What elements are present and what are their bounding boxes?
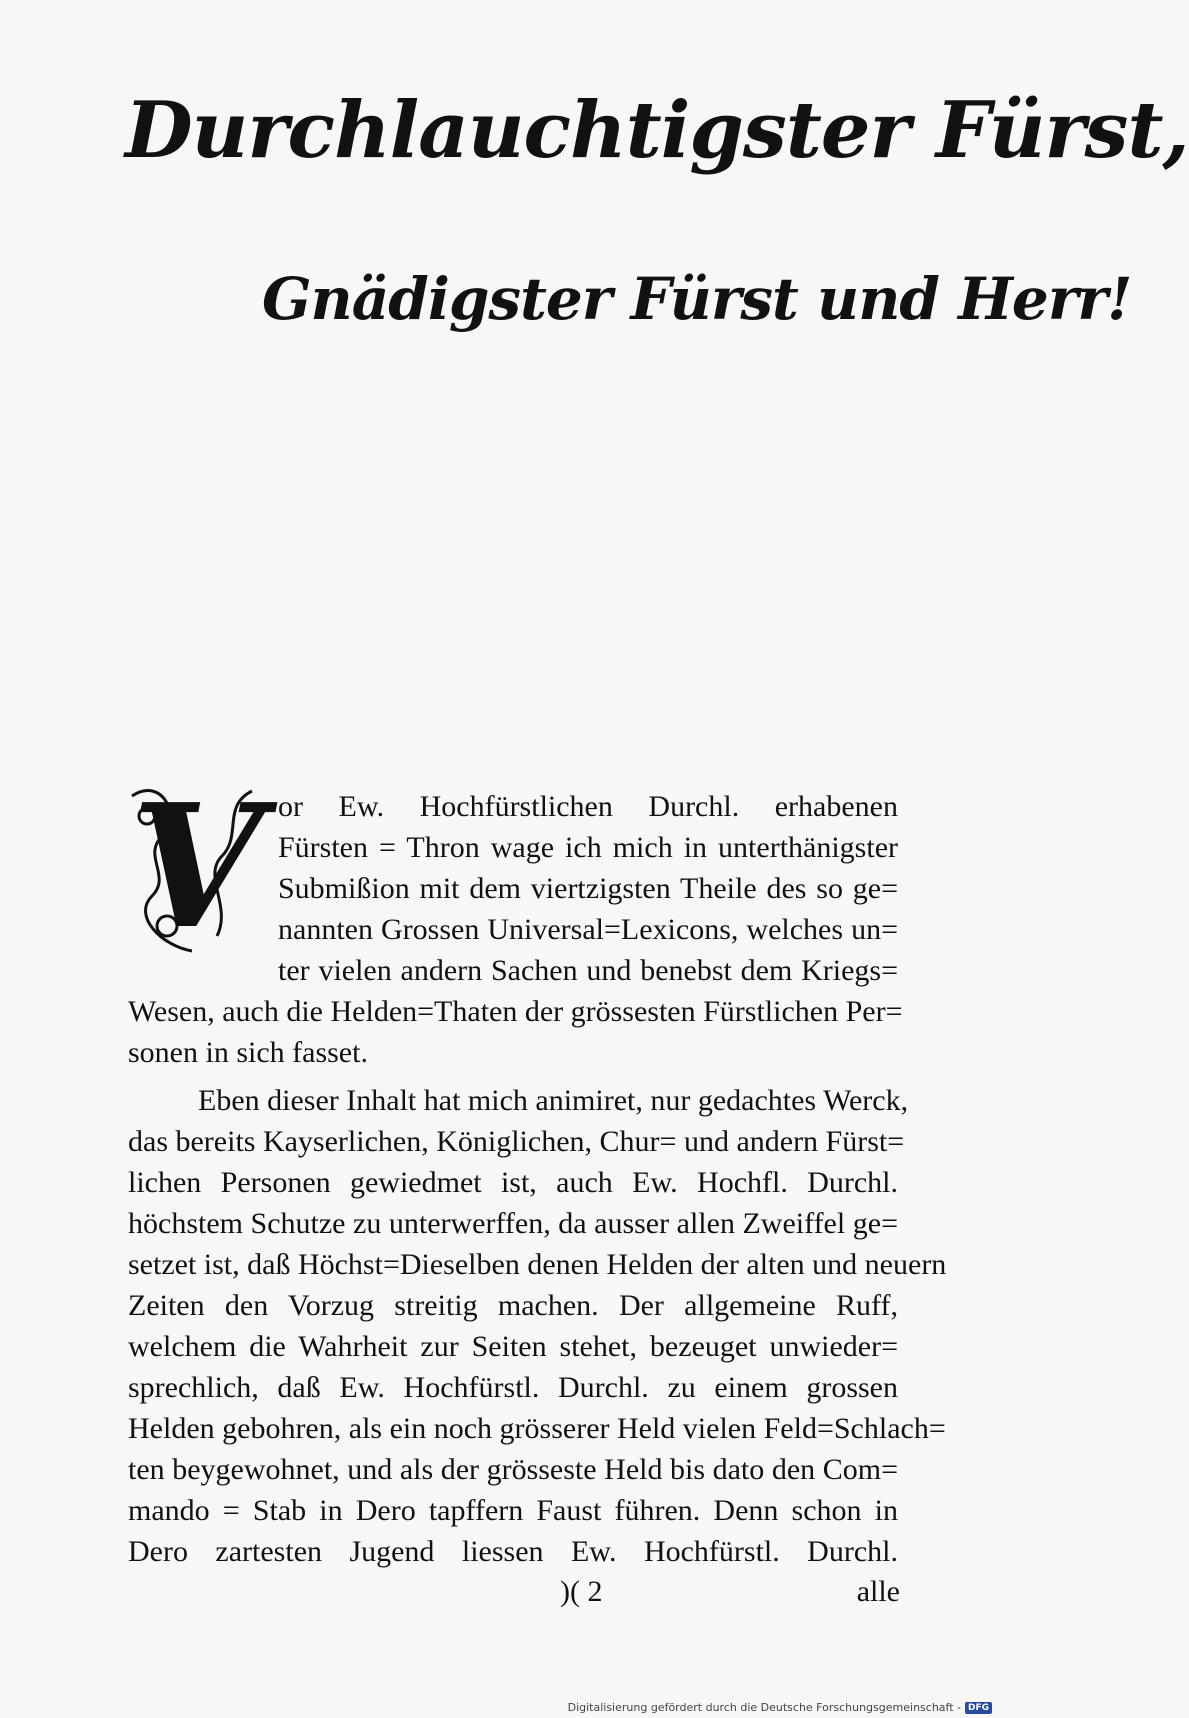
paragraph-1-line: Fürsten = Thron wage ich mich in unterthänigster	[278, 831, 898, 864]
paragraph-1-line: ter vielen andern Sachen und benebst dem Kriegs=	[278, 954, 898, 987]
paragraph-2-line: setzet ist, daß Höchst=Dieselben denen Helden der alten und neuern	[128, 1248, 947, 1281]
paragraph-2-line: Dero zartesten Jugend liessen Ew. Hochfürstl. Durchl.	[128, 1535, 898, 1568]
paragraph-1-line: nannten Grossen Universal=Lexicons, welches un=	[278, 913, 898, 946]
digitization-footer	[568, 1701, 992, 1714]
paragraph-2-line: welchem die Wahrheit zur Seiten stehet, bezeuget unwieder=	[128, 1330, 898, 1363]
paragraph-2-line: höchstem Schutze zu unterwerffen, da ausser allen Zweiffel ge=	[128, 1207, 898, 1240]
heading-line-2: Gnädigster Fürst und Herr!	[262, 265, 1132, 333]
dropcap-letter: V	[131, 767, 263, 967]
paragraph-2-line: das bereits Kayserlichen, Königlichen, Chur= und andern Fürst=	[128, 1125, 905, 1158]
signature-mark: )( 2	[560, 1575, 603, 1608]
paragraph-2-line: Zeiten den Vorzug streitig machen. Der allgemeine Ruff,	[128, 1289, 898, 1322]
paragraph-1	[128, 786, 903, 1073]
paragraph-2-line: Eben dieser Inhalt hat mich animiret, nur gedachtes Werck,	[198, 1084, 909, 1117]
paragraph-1-line: or Ew. Hochfürstlichen Durchl. erhabenen	[278, 790, 898, 823]
paragraph-2-line: sprechlich, daß Ew. Hochfürstl. Durchl. zu einem grossen	[128, 1371, 898, 1404]
paragraph-2-line: Helden gebohren, als ein noch grösserer Held vielen Feld=Schlach=	[128, 1412, 946, 1445]
paragraph-2	[128, 1080, 947, 1572]
paragraph-1-line: Submißion mit dem viertzigsten Theile des so ge=	[278, 872, 898, 905]
paragraph-2-line: mando = Stab in Dero tapffern Faust führen. Denn schon in	[128, 1494, 898, 1527]
paragraph-2-line: ten beygewohnet, und als der grösseste Held bis dato den Com=	[128, 1453, 898, 1486]
catchword: alle	[856, 1575, 900, 1608]
footer-text: Digitalisierung gefördert durch die Deutsche Forschungsgemeinschaft -	[567, 1701, 961, 1714]
signature-row	[560, 1575, 900, 1615]
dfg-logo-icon: DFG	[965, 1702, 992, 1714]
paragraph-2-line: lichen Personen gewiedmet ist, auch Ew. Hochfl. Durchl.	[128, 1166, 898, 1199]
paragraph-1-line: sonen in sich fasset.	[128, 1036, 368, 1069]
heading-line-1: Durchlauchtigster Fürst,	[125, 85, 1189, 176]
paragraph-1-line: Wesen, auch die Helden=Thaten der grössesten Fürstlichen Per=	[128, 995, 903, 1028]
